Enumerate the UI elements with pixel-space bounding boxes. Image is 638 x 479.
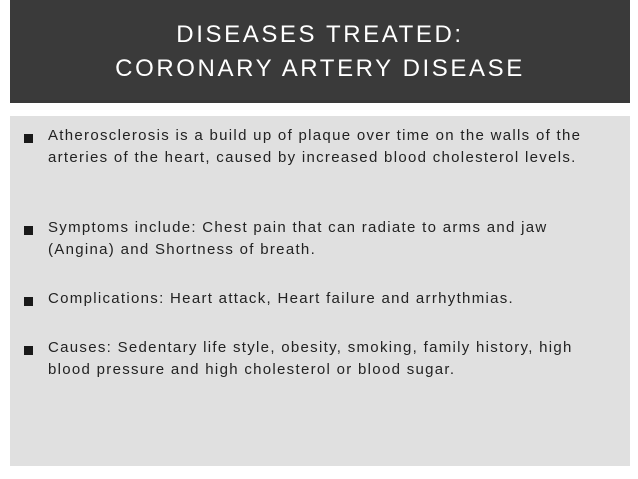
square-bullet-icon: [24, 134, 33, 143]
slide-title-line-1: DISEASES TREATED:: [176, 20, 464, 48]
square-bullet-icon: [24, 346, 33, 355]
slide-title-line-2: CORONARY ARTERY DISEASE: [115, 54, 525, 82]
bullet-text-atherosclerosis: Atherosclerosis is a build up of plaque over time on the walls of the arteries of the heart, caused by increased blood cholesterol levels.: [48, 127, 582, 166]
bullet-text-causes: Causes: Sedentary life style, obesity, smoking, family history, high blood pressure and high cholesterol or blood sugar.: [48, 339, 573, 378]
bullet-text-complications: Complications: Heart attack, Heart failure and arrhythmias.: [48, 290, 515, 307]
square-bullet-icon: [24, 297, 33, 306]
title-bar: [10, 0, 630, 103]
content-area: [10, 116, 630, 466]
square-bullet-icon: [24, 226, 33, 235]
bullet-text-symptoms: Symptoms include: Chest pain that can radiate to arms and jaw (Angina) and Shortness of breath.: [48, 219, 548, 258]
